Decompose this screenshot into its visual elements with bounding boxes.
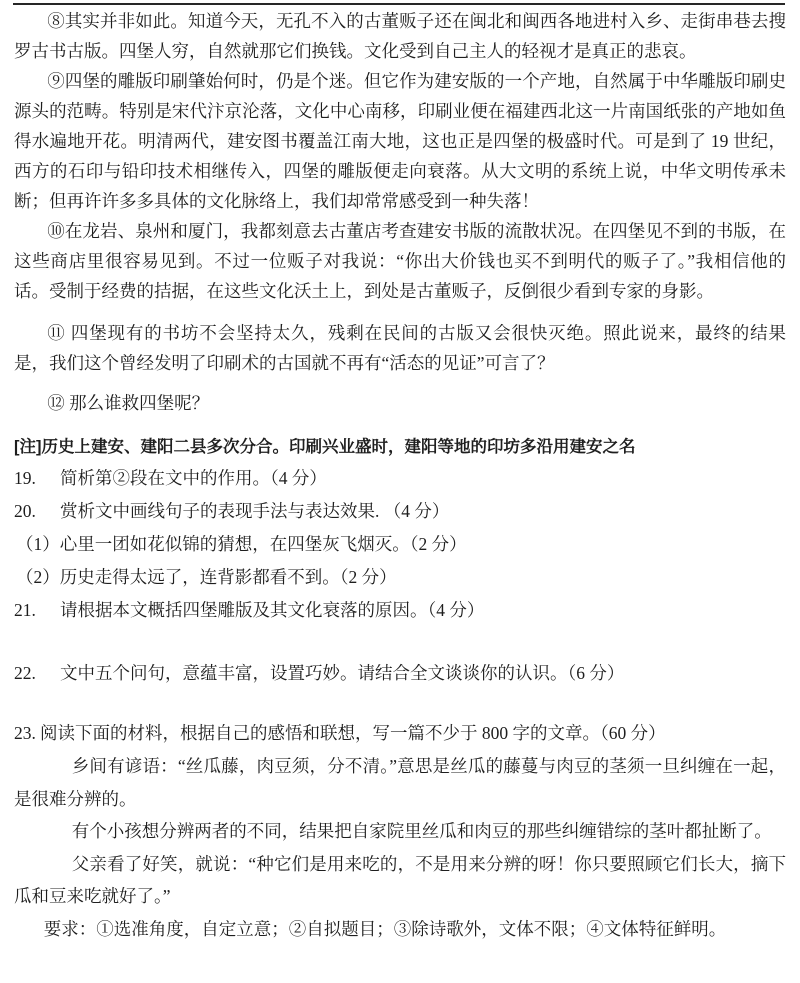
question-20 (14, 495, 786, 528)
material-paragraph-2: 有个小孩想分辨两者的不同，结果把自家院里丝瓜和肉豆的那些纠缠错综的茎叶都扯断了。 (71, 821, 772, 841)
question-20-sub-1: （1）心里一团如花似锦的猜想，在四堡灰飞烟灭。（2 分） (16, 534, 467, 554)
essay-paragraph-11: ⑪ 四堡现有的书坊不会坚持太久，残剩在民间的古版又会很快灭绝。照此说来，最终的结果是，我们这个曾经发明了印刷术的古国就不再有“活态的见证”可言了？ (14, 323, 786, 373)
essay-paragraph-12: ⑫ 那么谁救四堡呢？ (47, 393, 210, 413)
question-20-sub-2: （2）历史走得太远了，连背影都看不到。（2 分） (16, 567, 397, 587)
material-paragraph-1: 乡间有谚语：“丝瓜藤，肉豆须，分不清。”意思是丝瓜的藤蔓与肉豆的茎须一旦纠缠在一起，是很难分辨的。 (14, 756, 786, 809)
question-23-number: 23. (14, 723, 36, 743)
page-content (14, 6, 786, 946)
question-21-number: 21. (14, 600, 36, 620)
question-20-number: 20. (14, 501, 36, 521)
question-21 (14, 594, 786, 627)
question-22-text: 文中五个问句，意蕴丰富，设置巧妙。请结合全文谈谈你的认识。（6 分） (60, 663, 625, 683)
page-top-divider (13, 3, 785, 5)
question-20-text: 赏析文中画线句子的表现手法与表达效果. （4 分） (60, 501, 450, 521)
question-19-text: 简析第②段在文中的作用。（4 分） (60, 468, 327, 488)
material-paragraph-3: 父亲看了好笑，就说：“种它们是用来吃的，不是用来分辨的呀！你只要照顾它们长大，摘下瓜和豆来吃就好了。” (14, 853, 786, 906)
essay-paragraph-10: ⑩在龙岩、泉州和厦门，我都刻意去古董店考查建安书版的流散状况。在四堡见不到的书版，在这些商店里很容易见到。不过一位贩子对我说：“你出大价钱也买不到明代的贩子了。”我相信他的话。受制于经费的拮据，在这些文化沃土上，到处是古董贩子，反倒很少看到专家的身影。 (14, 221, 786, 301)
essay-paragraph-8: ⑧其实并非如此。知道今天，无孔不入的古董贩子还在闽北和闽西各地进村入乡、走街串巷去搜罗古书古版。四堡人穷，自然就那它们换钱。文化受到自己主人的轻视才是真正的悲哀。 (14, 11, 786, 61)
essay-requirements: 要求：①选准角度，自定立意；②自拟题目；③除诗歌外，文体不限；④文体特征鲜明。 (43, 918, 727, 939)
question-23 (14, 717, 786, 750)
footnote-line: [注]历史上建安、建阳二县多次分合。印刷兴业盛时，建阳等地的印坊多沿用建安之名 (14, 438, 636, 456)
question-19 (14, 462, 786, 495)
question-21-text: 请根据本文概括四堡雕版及其文化衰落的原因。（4 分） (60, 600, 485, 620)
essay-paragraph-9: ⑨四堡的雕版印刷肇始何时，仍是个迷。但它作为建安版的一个产地，自然属于中华雕版印刷史源头的范畴。特别是宋代汴京沦落，文化中心南移，印刷业便在福建西北这一片南国纸张的产地如鱼得水遍地开花。明清两代，建安图书覆盖江南大地，这也正是四堡的极盛时代。可是到了 19 世纪，西方的石印与铅印技术相继传入，四堡的雕版便走向衰落。从大文明的系统上说，中华文明传承未断；但再许许多多具体的文化脉络上，我们却常常感受到一种失落！ (14, 71, 786, 211)
question-23-text: 阅读下面的材料，根据自己的感悟和联想，写一篇不少于 800 字的文章。（60 分） (40, 723, 666, 743)
question-22 (14, 657, 786, 690)
question-19-number: 19. (14, 468, 36, 488)
question-22-number: 22. (14, 663, 36, 683)
